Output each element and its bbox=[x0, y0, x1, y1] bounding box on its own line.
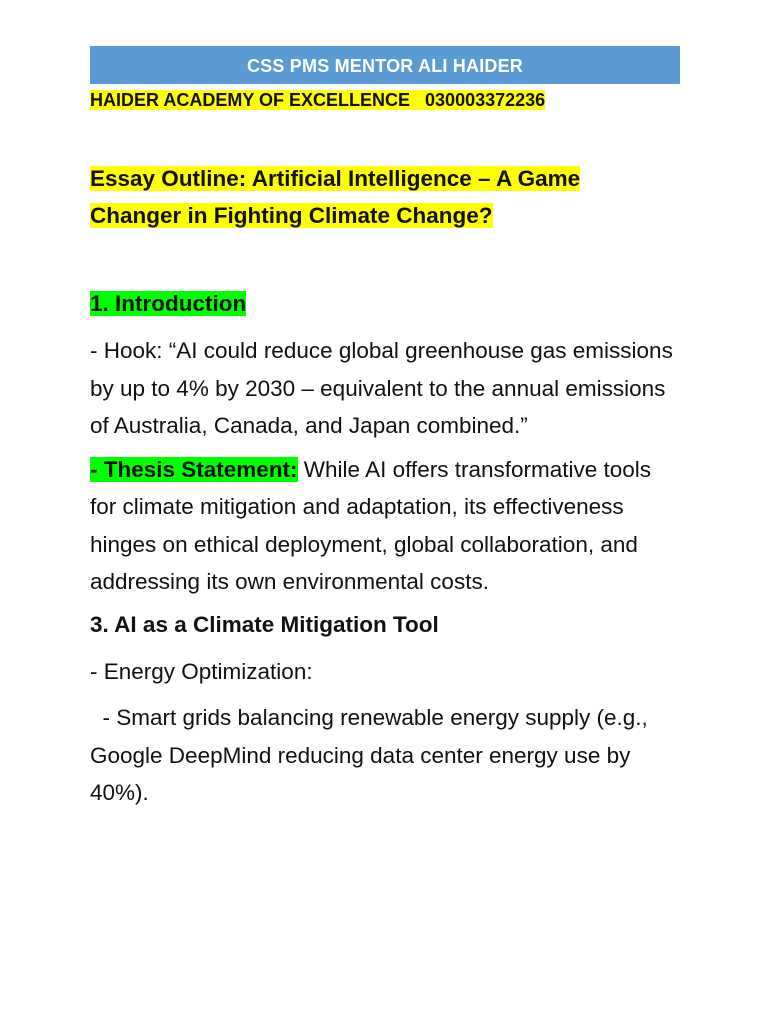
mitigation-heading: 3. AI as a Climate Mitigation Tool bbox=[90, 611, 439, 637]
essay-title bbox=[90, 160, 650, 234]
thesis-paragraph bbox=[90, 451, 680, 601]
smart-grids-item: - Smart grids balancing renewable energy supply (e.g., Google DeepMind reducing data center energy use by 40%). bbox=[90, 705, 655, 805]
mentor-banner bbox=[90, 46, 680, 84]
academy-contact-text: HAIDER ACADEMY OF EXCELLENCE 030003372236 bbox=[90, 90, 546, 110]
energy-optimization-item: - Energy Optimization: bbox=[90, 658, 313, 684]
introduction-heading bbox=[90, 289, 680, 319]
essay-title-text: Essay Outline: Artificial Intelligence – A Game Changer in Fighting Climate Change? bbox=[90, 166, 581, 228]
document-page bbox=[90, 46, 680, 812]
hook-paragraph: - Hook: “AI could reduce global greenhouse gas emissions by up to 4% by 2030 – equivalent to the annual emissions of Australia, Canada, and Japan combined.” bbox=[90, 338, 673, 438]
mentor-banner-text: CSS PMS MENTOR ALI HAIDER bbox=[246, 56, 524, 76]
introduction-heading-text: 1. Introduction bbox=[90, 291, 247, 316]
academy-line bbox=[90, 88, 680, 112]
thesis-label: - Thesis Statement: bbox=[90, 456, 298, 482]
thesis-text: While AI offers transformative tools for climate mitigation and adaptation, its effectiveness hinges on ethical deployment, global collaboration, and addressing its own environmental costs. bbox=[90, 456, 652, 594]
